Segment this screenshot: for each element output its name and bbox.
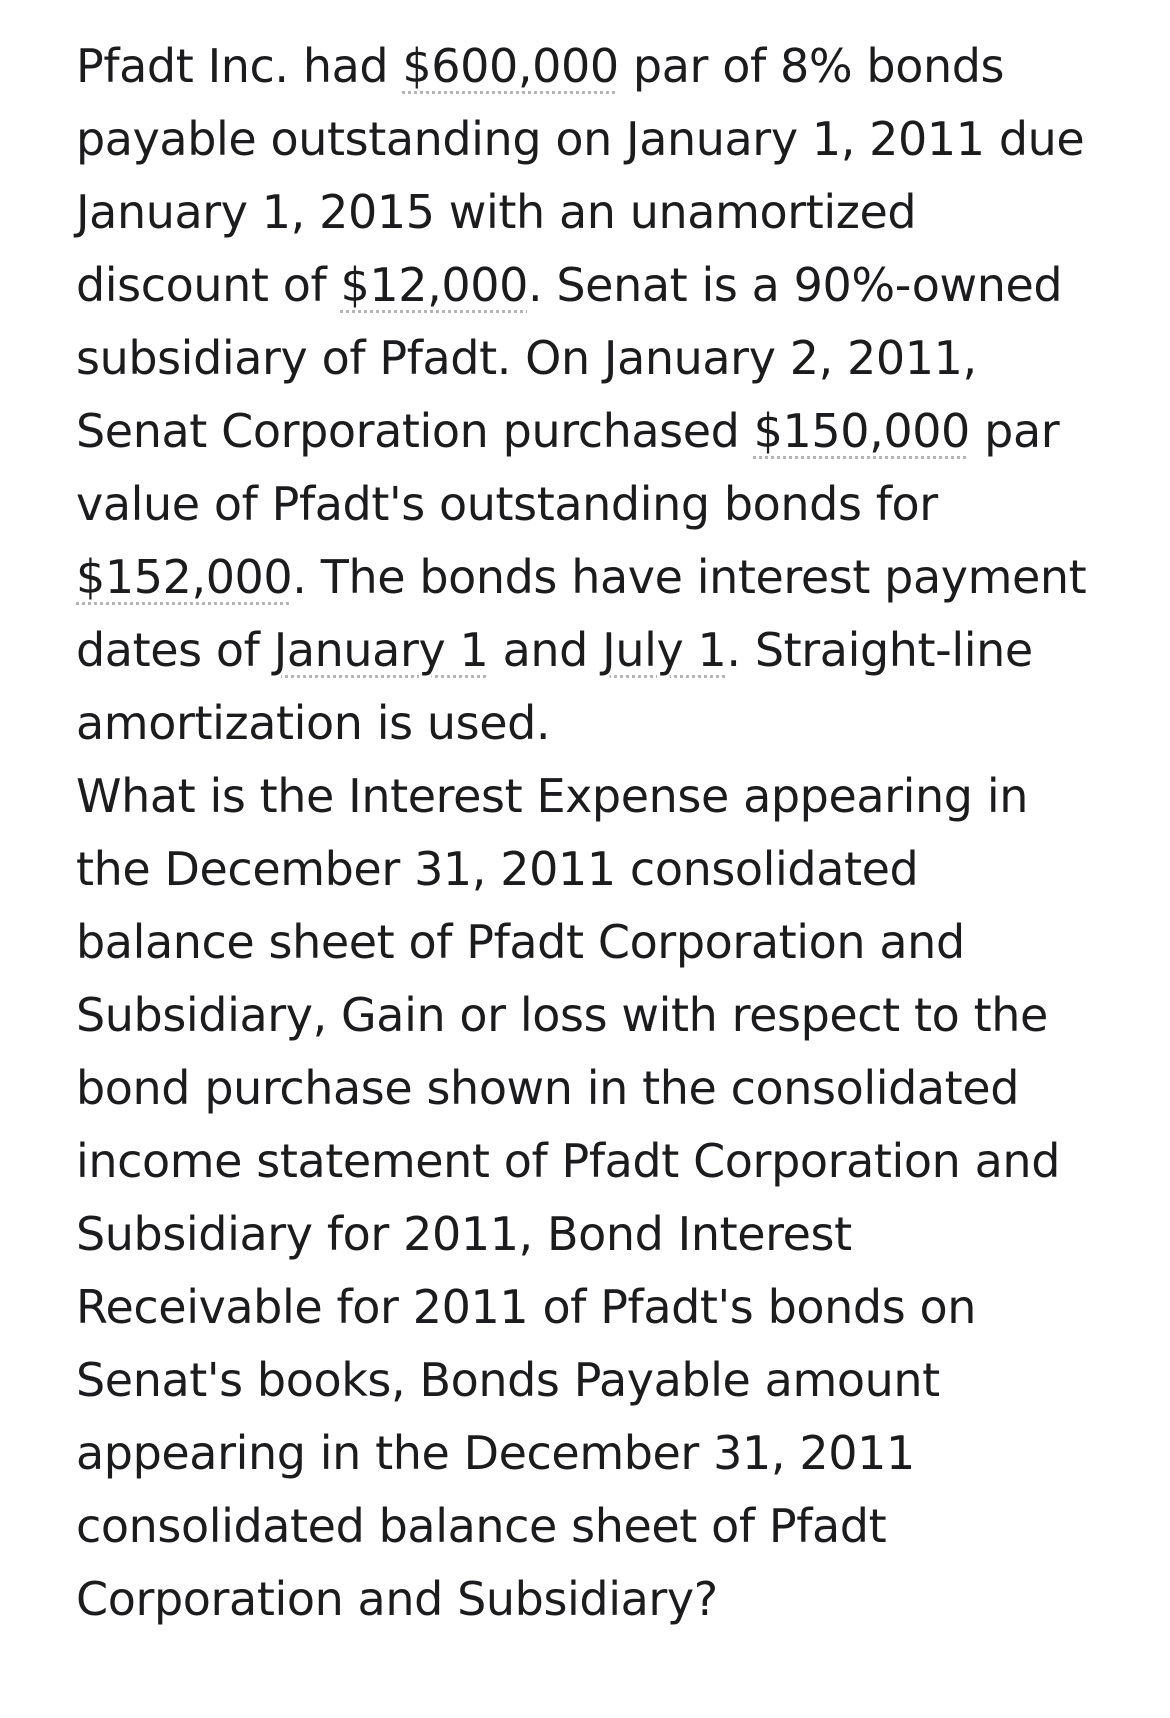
text-segment: balance sheet of Pfadt Corporation and (76, 915, 965, 969)
text-segment: value of Pfadt's outstanding bonds for (76, 477, 938, 531)
text-segment: bond purchase shown in the consolidated (76, 1061, 1020, 1115)
problem-statement (76, 30, 1136, 760)
purchased-par-link[interactable]: $150,000 (753, 404, 970, 458)
text-segment: Subsidiary for 2011, Bond Interest (76, 1207, 852, 1261)
date-january-link[interactable]: January 1 (273, 623, 489, 677)
text-segment: and (488, 623, 603, 677)
text-line (76, 1271, 1136, 1344)
date-july-link[interactable]: July 1 (602, 623, 727, 677)
text-line (76, 1052, 1136, 1125)
text-segment: income statement of Pfadt Corporation and (76, 1134, 1060, 1188)
text-segment: par (969, 404, 1060, 458)
text-segment: payable outstanding on January 1, 2011 due (76, 112, 1085, 166)
text-line (76, 541, 1136, 614)
text-segment: . Straight-line (726, 623, 1033, 677)
par-amount-link[interactable]: $600,000 (402, 39, 619, 93)
text-segment: . Senat is a 90%-owned (527, 258, 1063, 312)
text-segment: Senat Corporation purchased (76, 404, 754, 458)
text-line (76, 103, 1136, 176)
text-segment: the December 31, 2011 consolidated (76, 842, 919, 896)
text-segment: consolidated balance sheet of Pfadt (76, 1499, 887, 1553)
text-line (76, 1198, 1136, 1271)
text-line (76, 760, 1136, 833)
text-line (76, 395, 1136, 468)
text-line (76, 249, 1136, 322)
text-line (76, 1490, 1136, 1563)
text-segment: appearing in the December 31, 2011 (76, 1426, 915, 1480)
text-line (76, 176, 1136, 249)
problem-question (76, 760, 1136, 1636)
text-segment: dates of (76, 623, 274, 677)
text-line (76, 468, 1136, 541)
problem-text (76, 30, 1136, 1636)
text-segment: Corporation and Subsidiary? (76, 1572, 718, 1626)
text-line (76, 322, 1136, 395)
text-segment: What is the Interest Expense appearing in (76, 769, 1028, 823)
text-line (76, 1563, 1136, 1636)
text-line (76, 614, 1136, 687)
text-line (76, 833, 1136, 906)
text-segment: subsidiary of Pfadt. On January 2, 2011, (76, 331, 977, 385)
text-line (76, 687, 1136, 760)
text-line (76, 1344, 1136, 1417)
text-segment: Receivable for 2011 of Pfadt's bonds on (76, 1280, 976, 1334)
text-line (76, 1125, 1136, 1198)
text-segment: amortization is used. (76, 696, 551, 750)
text-segment: Subsidiary, Gain or loss with respect to the (76, 988, 1048, 1042)
text-line (76, 30, 1136, 103)
text-segment: Pfadt Inc. had (76, 39, 403, 93)
text-segment: Senat's books, Bonds Payable amount (76, 1353, 940, 1407)
text-line (76, 906, 1136, 979)
text-line (76, 1417, 1136, 1490)
text-segment: January 1, 2015 with an unamortized (76, 185, 917, 239)
text-segment: . The bonds have interest payment (292, 550, 1087, 604)
purchase-price-link[interactable]: $152,000 (76, 550, 293, 604)
text-line (76, 979, 1136, 1052)
discount-amount-link[interactable]: $12,000 (340, 258, 528, 312)
text-segment: discount of (76, 258, 341, 312)
text-segment: par of 8% bonds (618, 39, 1005, 93)
